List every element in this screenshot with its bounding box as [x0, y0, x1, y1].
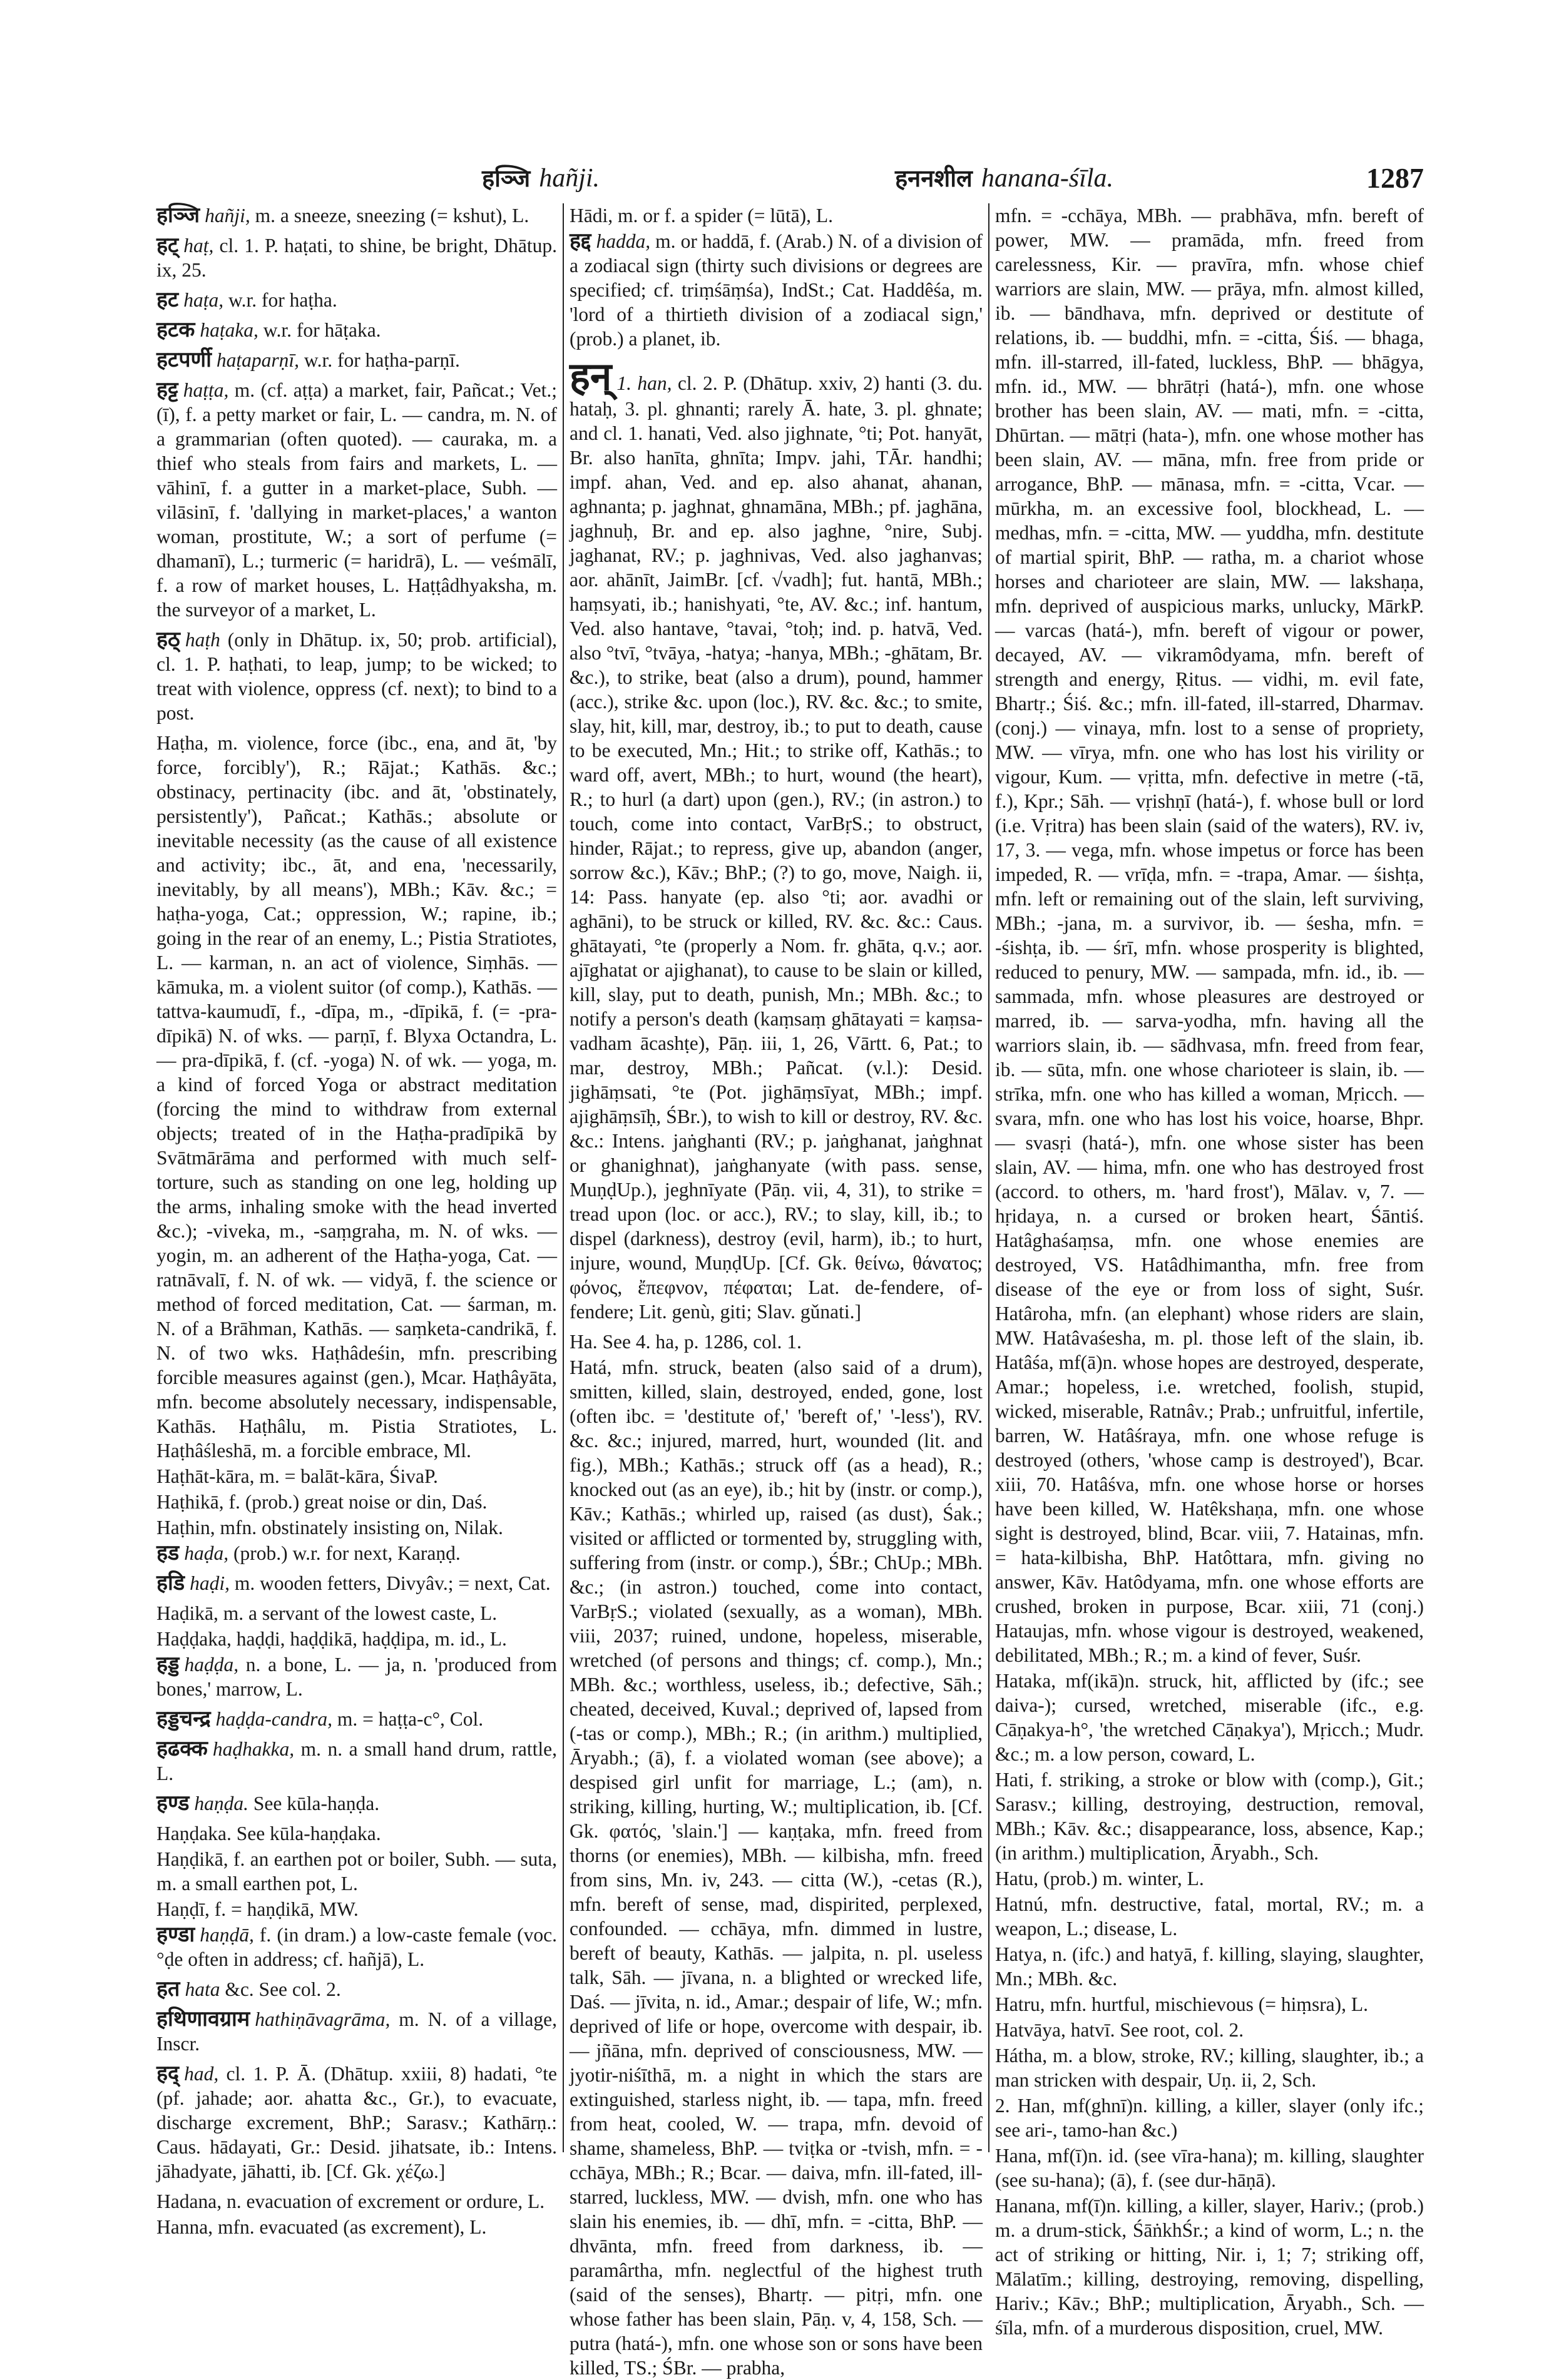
dictionary-entry — [156, 1541, 557, 1565]
header-right-translit: hanana-śīla. — [981, 164, 1113, 193]
entry-transliteration: haḍa, — [184, 1542, 229, 1564]
entry-definition: cl. 1. P. Ā. (Dhātup. xxiii, 8) hadati, °te (pf. jahade; aor. ahatta &c., Gr.), to evacuate, discharge excrement, BhP.; Sarasv.; Kathārṇ.: Caus. hādayati, Gr.: Desid. jihatsate, ib.: Intens. jāhadyate, jāhatti, ib. [Cf. Gk. χέζω.] — [156, 2063, 557, 2182]
entry-definition: f. (in dram.) a low-caste female (voc. °ḍe often in address; cf. hañjā), L. — [156, 1924, 557, 1970]
column-divider — [988, 203, 989, 2152]
entry-definition: Hadana, n. evacuation of excrement or ordure, L. — [156, 2190, 545, 2212]
dictionary-entry — [156, 1652, 557, 1701]
entry-headword-devanagari: हन् — [570, 353, 612, 399]
entry-headword-devanagari: हट् — [156, 233, 179, 258]
entry-definition: Hanana, mf(ī)n. killing, a killer, slayer, Hariv.; (prob.) m. a drum-stick, ŚāṅkhŚr.; a kind of worm, L.; n. the act of striking or hitting, Nir. i, 1; 7; striking off, Mālatīm.; killing, destroying, removing, dispelling, Hariv.; Kāv.; BhP.; multiplication, Āryabh., Sch. — śīla, mfn. of a murderous disposition, cruel, MW. — [995, 2195, 1424, 2339]
entry-definition: Haṭhikā, f. (prob.) great noise or din, Daś. — [156, 1491, 488, 1513]
entry-transliteration: haṭṭa, — [183, 379, 229, 401]
entry-headword-devanagari: हटपर्णी — [156, 347, 212, 372]
page-number: 1287 — [1366, 162, 1424, 194]
sub-entry — [156, 1627, 557, 1651]
dictionary-entry — [156, 1977, 557, 2001]
sub-entry — [995, 1992, 1424, 2016]
entry-headword-devanagari: हट — [156, 287, 179, 312]
sub-entry — [156, 2189, 557, 2214]
entry-headword-devanagari: हड — [156, 1540, 180, 1565]
entry-headword-devanagari: हड्डचन्द्र — [156, 1706, 211, 1731]
sub-entry — [995, 1866, 1424, 1891]
entry-definition: m. n. a small hand drum, rattle, L. — [156, 1738, 557, 1784]
sub-entry — [156, 731, 557, 1463]
entry-transliteration: haṇḍa. — [194, 1793, 249, 1814]
entry-headword-devanagari: हद्द — [570, 228, 591, 253]
entry-definition: Ha. See 4. ha, p. 1286, col. 1. — [570, 1331, 802, 1353]
entry-transliteration: hathiṇāvagrāma, — [255, 2008, 391, 2030]
sub-entry — [995, 2093, 1424, 2142]
sub-entry — [570, 203, 983, 228]
dictionary-entry — [156, 1737, 557, 1786]
sub-entry — [156, 1847, 557, 1896]
header-left-headword — [482, 161, 600, 194]
entry-transliteration: hata — [185, 1978, 220, 2000]
entry-definition: Hana, mf(ī)n. id. (see vīra-hana); m. killing, slaughter (see su-hana); (ā), f. (see dur-hāṇā). — [995, 2145, 1424, 2191]
dictionary-entry — [156, 288, 557, 312]
entry-definition: (prob.) w.r. for next, Karaṇḍ. — [228, 1542, 461, 1564]
dictionary-entry — [156, 1707, 557, 1731]
entry-definition: m. or haddā, f. (Arab.) N. of a division of a zodiacal sign (thirty such divisions or degrees are specified; cf. triṃśāṃśa), IndSt.; Cat. Haddêśa, m. 'lord of a thirtieth division of a zodiacal sign,' (prob.) a planet, ib. — [570, 230, 983, 350]
entry-definition: m. (cf. aṭṭa) a market, fair, Pañcat.; Vet.; (ī), f. a petty market or fair, L. — candra, m. N. of a grammarian (often quoted). — cauraka, m. a thief who steals from fairs and markets, L. — vāhinī, f. a gutter in a market-place, Subh. — vilāsinī, f. 'dallying in market-places,' a wanton woman, prostitute, W.; a sort of perfume (= dhamanī), L.; turmeric (= haridrā), L. — veśmālī, f. a row of market houses, L. Haṭṭâdhyaksha, m. the surveyor of a market, L. — [156, 379, 557, 621]
entry-headword-devanagari: हत — [156, 1976, 180, 2001]
entry-definition: w.r. for haṭha. — [223, 289, 337, 311]
entry-transliteration: haṭaparṇī, — [216, 349, 300, 371]
entry-definition: cl. 1. P. haṭati, to shine, be bright, Dhātup. ix, 25. — [156, 235, 557, 281]
entry-definition: &c. See col. 2. — [220, 1978, 341, 2000]
entry-transliteration: had, — [184, 2063, 219, 2085]
entry-definition: Haṭhin, mfn. obstinately insisting on, Nilak. — [156, 1517, 503, 1538]
entry-definition: m. = haṭṭa-c°, Col. — [332, 1708, 484, 1730]
entry-definition: m. N. of a village, Inscr. — [156, 2008, 557, 2055]
entry-definition: See kūla-haṇḍa. — [248, 1793, 380, 1814]
entry-definition: Haḍḍaka, haḍḍi, haḍḍikā, haḍḍipa, m. id., L. — [156, 1628, 507, 1650]
sub-entry — [570, 1330, 983, 1354]
dictionary-entry — [156, 318, 557, 342]
entry-transliteration: haḍi, — [190, 1572, 230, 1594]
sub-entry — [156, 1897, 557, 1921]
entry-definition: n. a bone, L. — ja, n. 'produced from bones,' marrow, L. — [156, 1654, 557, 1700]
entry-headword-devanagari: हद् — [156, 2061, 180, 2086]
entry-definition: w.r. for haṭha-parṇī. — [299, 349, 460, 371]
column-divider — [563, 203, 564, 2152]
sub-entry — [156, 1490, 557, 1514]
entry-definition: Haṭhāt-kāra, m. = balāt-kāra, ŚivaP. — [156, 1465, 438, 1487]
entry-headword-devanagari: हटक — [156, 317, 195, 342]
entry-definition: Hatru, mfn. hurtful, mischievous (= hiṃsra), L. — [995, 1993, 1369, 2015]
entry-definition: Hátha, m. a blow, stroke, RV.; killing, slaughter, ib.; a man stricken with despair, Uṇ. ii, 2, Sch. — [995, 2045, 1424, 2091]
entry-definition: 2. Han, mf(ghnī)n. killing, a killer, slayer (only ifc.; see ari-, tamo-han &c.) — [995, 2095, 1424, 2141]
entry-definition: Haṇḍī, f. = haṇḍikā, MW. — [156, 1898, 359, 1920]
entry-transliteration: 1. han, — [616, 372, 672, 394]
dictionary-entry — [156, 378, 557, 622]
sub-entry — [995, 1942, 1424, 1991]
entry-transliteration: haḍhakka, — [212, 1738, 295, 1760]
entry-definition: Hatya, n. (ifc.) and hatyā, f. killing, slaying, slaughter, Mn.; MBh. &c. — [995, 1943, 1424, 1990]
sub-entry — [995, 2043, 1424, 2092]
sub-entry — [995, 1669, 1424, 1766]
sub-entry — [995, 2018, 1424, 2042]
entry-definition: (only in Dhātup. ix, 50; prob. artificial), cl. 1. P. haṭhati, to leap, jump; to be wicked; to treat with violence, oppress (cf. next); to bind to a post. — [156, 629, 557, 724]
sub-entry — [995, 1892, 1424, 1941]
sub-entry — [156, 1821, 557, 1846]
entry-transliteration: haḍḍa-candra, — [215, 1708, 332, 1730]
dictionary-column-1 — [156, 203, 557, 2238]
entry-definition: Hataka, mf(ikā)n. struck, hit, afflicted by (ifc.; see daiva-); cursed, wretched, miserable (ifc., e.g. Cāṇakya-h°, 'the wretched Cāṇakya'), Mṛicch.; Mudr. &c.; m. a low person, coward, L. — [995, 1670, 1424, 1765]
entry-definition: Haṇḍaka. See kūla-haṇḍaka. — [156, 1823, 381, 1844]
entry-headword-devanagari: हण्ड — [156, 1791, 190, 1816]
entry-definition: Hati, f. striking, a stroke or blow with (comp.), Git.; Sarasv.; killing, destroying, destruction, removal, MBh.; Kāv. &c.; disappearance, loss, absence, Kap.; (in arithm.) multiplication, Āryabh., Sch. — [995, 1769, 1424, 1864]
entry-definition: m. a sneeze, sneezing (= kshut), L. — [250, 205, 529, 226]
dictionary-entry — [156, 1923, 557, 1971]
dictionary-column-3 — [995, 203, 1424, 2339]
entry-transliteration: hadda, — [596, 230, 651, 252]
entry-headword-devanagari: हट्ट — [156, 377, 178, 402]
sub-entry — [156, 1601, 557, 1625]
header-left-sanskrit: हञ्जि — [482, 165, 531, 192]
entry-definition: Haṇḍikā, f. an earthen pot or boiler, Subh. — suta, m. a small earthen pot, L. — [156, 1848, 557, 1894]
entry-headword-devanagari: हण्डा — [156, 1922, 195, 1947]
dictionary-entry — [156, 628, 557, 725]
dictionary-entry — [570, 353, 983, 1324]
entry-headword-devanagari: हञ्जि — [156, 203, 200, 228]
entry-definition: Haṭha, m. violence, force (ibc., ena, and āt, 'by force, forcibly'), R.; Rājat.; Kathās. &c.; obstinacy, pertinacity (ibc. and āt, 'obstinately, persistently'), Pañcat.; Kathās.; absolute or inevitable necessity (as the cause of all existence and activity; ibc., āt, and ena, 'necessarily, inevitably, by all means'), MBh.; Kāv. &c.; = haṭha-yoga, Cat.; oppression, W.; rapine, ib.; going in the rear of an enemy, L.; Pistia Stratiotes, L. — karman, n. an act of violence, Siṃhās. — kāmuka, m. a violent suitor (of comp.), Kathās. — tattva-kaumudī, f., -dīpa, m., -dīpikā, f. (= -pra-dīpikā) N. of wks. — parṇī, f. Blyxa Octandra, L. — pra-dīpikā, f. (cf. -yoga) N. of wk. — yoga, m. a kind of forced Yoga or abstract meditation (forcing the mind to withdraw from external objects; treated of in the Haṭha-pradīpikā by Svātmārāma and performed with much self-torture, such as standing on one leg, holding up the arms, inhaling smoke with the head inverted &c.); -viveka, m., -saṃgraha, m. N. of wks. — yogin, m. an adherent of the Haṭha-yoga, Cat. — ratnāvalī, f. N. of wk. — vidyā, f. the science or method of forced meditation, Cat. — śarman, m. N. of a Brāhman, Kathās. — saṃketa-candrikā, f. N. of two wks. Haṭhâdeśin, mfn. prescribing forcible measures against (gen.), Mcar. Haṭhâyāta, mfn. become absolutely necessary, indispensable, Kathās. Haṭhâlu, m. Pistia Stratiotes, L. Haṭhâśleshā, m. a forcible embrace, Ml. — [156, 732, 557, 1462]
entry-definition: Hanna, mfn. evacuated (as excrement), L. — [156, 2216, 487, 2238]
entry-headword-devanagari: हढक्क — [156, 1736, 208, 1761]
sub-entry — [156, 1515, 557, 1540]
entry-headword-devanagari: हथिणावग्राम — [156, 2006, 250, 2032]
dictionary-entry — [156, 348, 557, 372]
entry-transliteration: hañji, — [205, 205, 250, 226]
entry-definition: w.r. for hāṭaka. — [258, 319, 381, 341]
header-left-translit: hañji. — [539, 164, 600, 193]
header-right-sanskrit: हननशील — [895, 165, 973, 192]
sub-entry — [995, 2144, 1424, 2192]
sub-entry — [995, 2194, 1424, 2340]
sub-entry — [570, 1355, 983, 2380]
entry-headword-devanagari: हड्ड — [156, 1652, 180, 1677]
entry-definition: Hatvāya, hatvī. See root, col. 2. — [995, 2019, 1244, 2041]
entry-definition: Hatu, (prob.) m. winter, L. — [995, 1868, 1204, 1889]
entry-transliteration: haḍḍa, — [184, 1654, 239, 1676]
dictionary-entry — [156, 1791, 557, 1816]
entry-transliteration: haṭaka, — [200, 319, 258, 341]
dictionary-entry — [156, 203, 557, 228]
entry-definition: Hatá, mfn. struck, beaten (also said of a drum), smitten, killed, slain, destroyed, ended, gone, lost (often ibc. = 'destitute of,' 'bereft of,' '-less'), RV. &c. &c.; injured, marred, hurt, wounded (lit. and fig.), MBh.; Kathās.; struck off (as a head), R.; knocked out (as an eye), ib.; hit by (instr. or comp.), Kāv.; Kathās.; whirled up, raised (as dust), Śak.; visited or afflicted or tormented by, struggling with, suffering from (instr. or comp.), ŚBr.; ChUp.; MBh. &c.; (in astron.) touched, come into contact, VarBṛS.; violated (sexually, as a woman), MBh. viii, 2037; ruined, undone, hopeless, miserable, wretched (of persons and things; cf. comp.), Mn.; MBh. &c.; worthless, useless, ib.; defective, Sāh.; cheated, deceived, Kuval.; deprived of, lapsed from (-tas or comp.), MBh.; R.; (in arithm.) multiplied, Āryabh.; (ā), f. a violated woman (see above); a despised girl unfit for marriage, L.; (am), n. striking, killing, hurting, W.; multiplication, ib. [Cf. Gk. φατός, 'slain.'] — kaṇṭaka, mfn. freed from thorns (or enemies), MBh. — kilbisha, mfn. freed from sins, Mn. iv, 243. — citta (W.), -cetas (R.), mfn. bereft of sense, mad, dispirited, perplexed, confounded. — cchāya, mfn. dimmed in lustre, bereft of beauty, Kathās. — jalpita, n. pl. useless talk, Sāh. — jīvana, n. a blighted or wrecked life, Daś. — jīvita, n. id., Amar.; despair of life, W.; mfn. deprived of life or hope, overcome with despair, ib. — jñāna, mfn. deprived of consciousness, MW. — jyotir-niśīthā, m. a night in which the stars are extinguished, starless night, ib. — tapa, mfn. freed from heat, cooled, W. — trapa, mfn. devoid of shame, shameless, BhP. — tviṭka or -tvish, mfn. = -cchāya, MBh.; R.; Bcar. — daiva, mfn. ill-fated, ill-starred, luckless, MW. — dvish, mfn. one who has slain his enemies, ib. — dhī, mfn. = -citta, BhP. — dhvānta, mfn. freed from darkness, ib. — paramârtha, mfn. neglectful of the highest truth (said of the senses), Bhartṛ. — pitṛi, mfn. one whose father has been slain, Pāṇ. v, 4, 158, Sch. — putra (hatá-), mfn. one whose son or sons have been killed, TS.; ŚBr. — prabha, — [570, 1356, 983, 2379]
entry-definition: Hatnú, mfn. destructive, fatal, mortal, RV.; m. a weapon, L.; disease, L. — [995, 1893, 1424, 1940]
entry-headword-devanagari: हडि — [156, 1570, 185, 1595]
sub-entry — [995, 1767, 1424, 1865]
entry-definition: m. wooden fetters, Divyâv.; = next, Cat. — [229, 1572, 551, 1594]
dictionary-entry — [156, 233, 557, 282]
entry-transliteration: haṭ, — [183, 235, 214, 257]
entry-headword-devanagari: हठ् — [156, 627, 180, 652]
entry-transliteration: haṭa, — [183, 289, 224, 311]
dictionary-entry — [156, 2007, 557, 2056]
entry-definition: mfn. = -cchāya, MBh. — prabhāva, mfn. bereft of power, MW. — pramāda, mfn. freed from carelessness, Kir. — pravīra, mfn. whose chief warriors are slain, MW. — prāya, mfn. almost killed, ib. — bāndhava, mfn. deprived or destitute of relations, ib. — buddhi, mfn. = -citta, Śiś. — bhaga, mfn. ill-starred, ill-fated, luckless, BhP. — bhāgya, mfn. id., MW. — bhrātṛi (hatá-), mfn. one whose brother has been slain, AV. — mati, mfn. = -citta, Dhūrtan. — mātṛi (hata-), mfn. one whose mother has been slain, AV. — māna, mfn. free from pride or arrogance, BhP. — mānasa, mfn. = -citta, Vcar. — mūrkha, m. an excessive fool, blockhead, L. — medhas, mfn. = -citta, MW. — yuddha, mfn. destitute of martial spirit, BhP. — ratha, m. a chariot whose horses and charioteer are slain, MW. — lakshaṇa, mfn. deprived of auspicious marks, unlucky, MārkP. — varcas (hatá-), mfn. bereft of vigour or power, decayed, AV. — vikramôdyama, mfn. bereft of strength and energy, Ṛitus. — vidhi, m. evil fate, Bhartṛ.; Śiś. &c.; mfn. ill-fated, ill-starred, Dharmav. (conj.) — vinaya, mfn. lost to a sense of propriety, MW. — vīrya, mfn. one who has lost his virility or vigour, Kum. — vṛitta, mfn. defective in metre (-tā, f.), Kpr.; Sāh. — vṛishṇī (hatá-), f. whose bull or lord (i.e. Vṛitra) has been slain (said of the waters), RV. iv, 17, 3. — vega, mfn. whose impetus or force has been impeded, R. — vrīḍa, mfn. = -trapa, Amar. — śishṭa, mfn. left or remaining out of the slain, left surviving, MBh.; -jana, m. a survivor, ib. — śesha, mfn. = -śishṭa, ib. — śrī, mfn. whose prosperity is blighted, reduced to penury, MW. — sampada, mfn. id., ib. — sammada, mfn. whose pleasures are destroyed or marred, ib. — sarva-yodha, mfn. having all the warriors slain, ib. — sādhvasa, mfn. freed from fear, ib. — sūta, mfn. one whose charioteer is slain, ib. — strīka, mfn. one who has killed a woman, Mṛicch. — svara, mfn. one who has lost his voice, hoarse, Bhpr. — svasṛi (hatá-), mfn. one whose sister has been slain, AV. — hima, mfn. one who has destroyed frost (accord. to others, m. 'hard frost'), Mālav. v, 7. — hṛidaya, n. a cursed or broken heart, Śāntiś. Hatâghaśaṃsa, mfn. one whose enemies are destroyed, VS. Hatâdhimantha, mfn. free from disease of the eye or from loss of sight, Suśr. Hatâroha, mfn. (an elephant) whose riders are slain, MW. Hatâvaśesha, m. pl. those left of the slain, ib. Hatâśa, mf(ā)n. whose hopes are destroyed, desperate, Amar.; hopeless, i.e. wretched, foolish, stupid, wicked, miserable, Ratnâv.; Prab.; unfruitful, infertile, barren, W. Hatâśraya, mfn. one whose refuge is destroyed (others, 'whose camp is destroyed'), Bcar. xiii, 70. Hatâśva, mfn. one whose horse or horses have been killed, W. Hatêkshaṇa, mfn. one whose sight is destroyed, blind, Bcar. viii, 7. Hatainas, mfn. = hata-kilbisha, BhP. Hatôttara, mfn. giving no answer, Kāv. Hatôdyama, mfn. one whose efforts are crushed, broken in purpose, Bcar. xiii, 71 (conj.) Hataujas, mfn. whose vigour is destroyed, weakened, debilitated, MBh.; R.; m. a kind of fever, Suśr. — [995, 205, 1424, 1666]
entry-transliteration: haṇḍā, — [200, 1924, 254, 1946]
dictionary-entry — [570, 229, 983, 351]
sub-entry — [995, 203, 1424, 1667]
entry-definition: Haḍikā, m. a servant of the lowest caste, L. — [156, 1602, 498, 1624]
running-header — [156, 161, 1424, 199]
entry-definition: cl. 2. P. (Dhātup. xxiv, 2) hanti (3. du. hataḥ, 3. pl. ghnanti; rarely Ā. hate, 3. pl. ghnate; and cl. 1. hanati, Ved. also jighnate, °ti; Pot. hanyāt, Br. also hanīta, ghnīta; Impv. jahi, TĀr. handhi; impf. ahan, Ved. and ep. also ahanat, ahanan, aghnanta; p. jaghnat, ghnamāna, MBh.; pf. jaghāna, jaghnuḥ, Br. and ep. also jaghne, °nire, Subj. jaghanat, RV.; p. jaghnivas, Ved. also jaghanvas; aor. ahānīt, JaimBr. [cf. √vadh]; fut. hantā, MBh.; haṃsyati, ib.; hanishyati, °te, AV. &c.; inf. hantum, Ved. also hantave, °tavai, °toḥ; ind. p. hatvā, Ved. also °tvī, °tvāya, -hatya; -hanya, MBh.; -ghātam, Br. &c.), to strike, beat (also a drum), pound, hammer (acc.), strike &c. upon (loc.), RV. &c. &c.; to smite, slay, hit, kill, mar, destroy, ib.; to put to death, cause to be executed, Mn.; Hit.; to strike off, Kathās.; to ward off, avert, MBh.; to hurt, wound (the heart), R.; to hurl (a dart) upon (gen.), RV.; (in astron.) to touch, come into contact, VarBṛS.; to obstruct, hinder, Rājat.; to repress, give up, abandon (anger, sorrow &c.), Kāv.; BhP.; (?) to go, move, Naigh. ii, 14: Pass. hanyate (ep. also °ti; aor. avadhi or aghāni), to be struck or killed, RV. &c. &c.: Caus. ghātayati, °te (properly a Nom. fr. ghāta, q.v.; aor. ajīghatat or ajighanat), to cause to be slain or killed, kill, slay, put to death, punish, Mn.; MBh. &c.; to notify a person's death (kaṃsaṃ ghātayati = kaṃsa-vadham ācashṭe), Pāṇ. iii, 1, 26, Vārtt. 6, Pat.; to mar, destroy, MBh.; Pañcat. (v.l.): Desid. jighāṃsati, °te (Pot. jighāṃsīyat, MBh.; impf. ajighāṃsīḥ, ŚBr.), to wish to kill or destroy, RV. &c. &c.: Intens. jaṅghanti (RV.; p. jaṅghanat, jaṅghnat or ghanighnat), jaṅghanyate (with pass. sense, MuṇḍUp.), jeghnīyate (Pāṇ. vii, 4, 31), to strike = tread upon (loc. or acc.), RV.; to slay, kill, ib.; to dispel (darkness), destroy (evil, harm), ib.; to hurt, injure, wound, MuṇḍUp. [Cf. Gk. θείνω, θάνατος; φόνος, ἔπεφνον, πέφαται; Lat. de-fendere, of-fendere; Lit. genù, giti; Slav. gǔnati.] — [570, 372, 983, 1323]
entry-transliteration: haṭh — [185, 629, 220, 651]
entry-definition: Hādi, m. or f. a spider (= lūtā), L. — [570, 205, 834, 226]
sub-entry — [156, 2215, 557, 2239]
dictionary-entry — [156, 1571, 557, 1595]
header-right-headword — [895, 161, 1113, 194]
sub-entry — [156, 1464, 557, 1488]
dictionary-column-2 — [570, 203, 983, 2379]
dictionary-entry — [156, 2062, 557, 2184]
